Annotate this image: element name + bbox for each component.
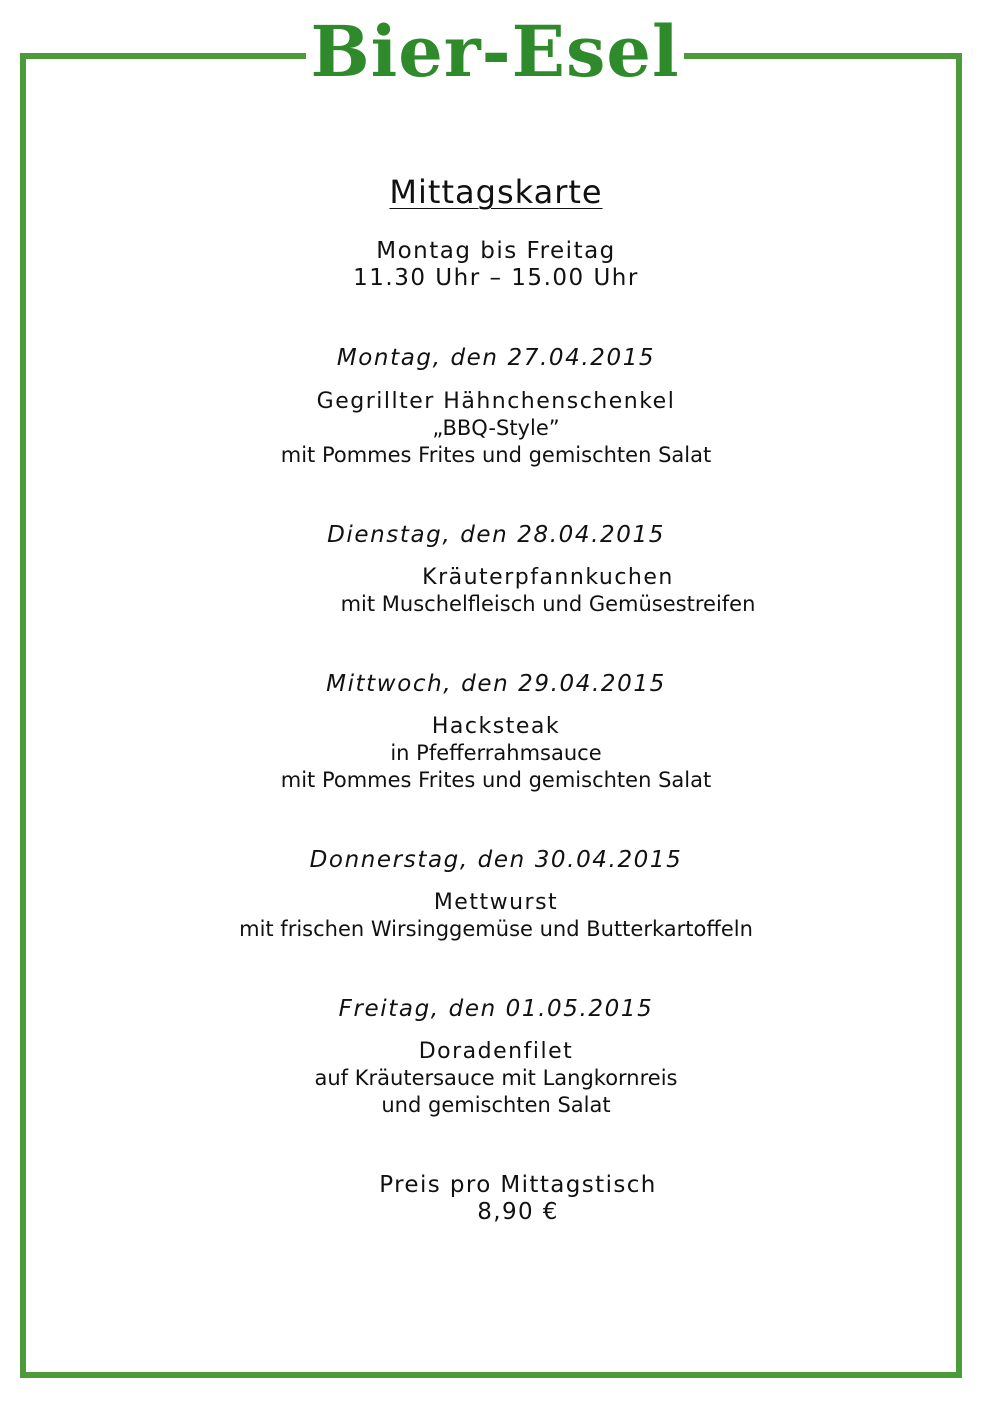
opening-hours: [0, 238, 992, 292]
dish-desc-wednesday-1: in Pfefferrahmsauce: [390, 741, 602, 765]
dish-desc-monday-2: mit Pommes Frites und gemischten Salat: [280, 443, 712, 467]
dish-title-monday: Gegrillter Hähnchenschenkel: [316, 389, 676, 414]
day-heading-monday: Montag, den 27.04.2015: [336, 345, 656, 371]
dish-desc-friday-2: und gemischten Salat: [381, 1093, 611, 1117]
opening-days: Montag bis Freitag: [376, 238, 616, 264]
opening-times: 11.30 Uhr – 15.00 Uhr: [353, 265, 639, 291]
dish-desc-friday-1: auf Kräutersauce mit Langkornreis: [314, 1066, 678, 1090]
dish-title-thursday: Mettwurst: [433, 890, 559, 915]
day-heading-wednesday: Mittwoch, den 29.04.2015: [326, 671, 666, 697]
dish-title-tuesday: Kräuterpfannkuchen: [422, 565, 674, 590]
brand-logo: Bier-Esel: [310, 10, 680, 93]
dish-desc-monday-1: „BBQ-Style”: [432, 416, 560, 440]
dish-title-wednesday: Hacksteak: [431, 714, 561, 739]
day-heading-thursday: Donnerstag, den 30.04.2015: [309, 847, 683, 873]
day-heading-friday: Freitag, den 01.05.2015: [338, 996, 654, 1022]
dish-title-friday: Doradenfilet: [418, 1039, 574, 1064]
price-value: 8,90 €: [477, 1199, 559, 1225]
price-label: Preis pro Mittagstisch: [379, 1172, 657, 1198]
day-heading-tuesday: Dienstag, den 28.04.2015: [327, 522, 665, 548]
dish-desc-tuesday-1: mit Muschelfleisch und Gemüsestreifen: [340, 592, 756, 616]
page-title: Mittagskarte: [389, 173, 603, 211]
dish-desc-wednesday-2: mit Pommes Frites und gemischten Salat: [280, 768, 712, 792]
dish-desc-thursday-1: mit frischen Wirsinggemüse und Butterkartoffeln: [239, 917, 753, 941]
